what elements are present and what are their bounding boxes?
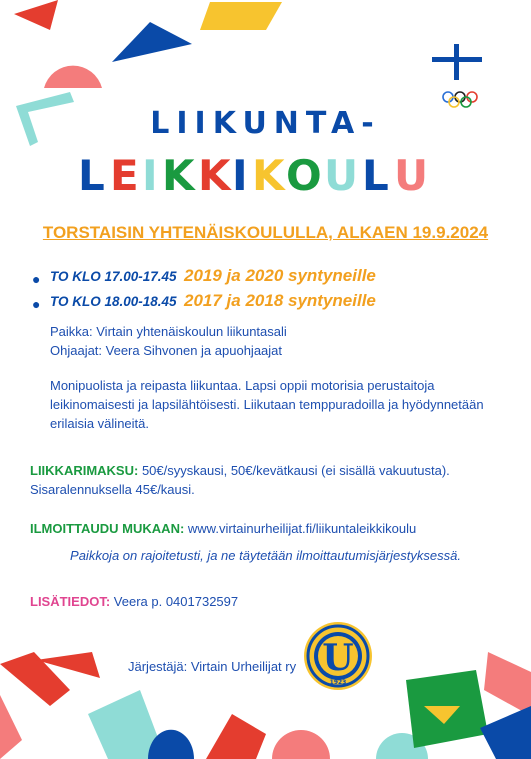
session-item xyxy=(30,291,376,316)
session-list xyxy=(30,266,376,316)
top-blue-triangle xyxy=(112,22,192,62)
info-text: Veera p. 0401732597 xyxy=(110,594,239,609)
title2-letter-E: E xyxy=(110,151,139,200)
bottom-right-blue-triangle xyxy=(480,706,531,759)
bottom-right-pink-triangle xyxy=(484,652,531,716)
club-logo xyxy=(304,622,372,690)
title2-letter-L2: L xyxy=(362,151,389,200)
description xyxy=(50,376,484,433)
session-years: 2019 ja 2020 syntyneille xyxy=(184,266,376,285)
bottom-left-pink-shape xyxy=(0,695,22,759)
top-left-pink-semicircle xyxy=(44,66,102,88)
club-logo-year: 1923 xyxy=(329,679,347,686)
place-text: Paikka: Virtain yhtenäiskoulun liikuntasali xyxy=(50,324,287,339)
title2-text: LEIKKIKOULU xyxy=(78,137,183,154)
description-line: Monipuolista ja reipasta liikuntaa. Lapsi oppii motorisia perustaitoja xyxy=(50,378,435,393)
info-section xyxy=(30,592,238,611)
info-label: LISÄTIEDOT: xyxy=(30,594,111,609)
signup-section xyxy=(30,519,416,538)
title2-letter-K3: K xyxy=(252,151,285,200)
title2-letter-U2: U xyxy=(394,151,429,200)
bullet-icon: ● xyxy=(32,271,41,287)
title2-letter-K2: K xyxy=(198,151,231,200)
title2-letter-O: O xyxy=(286,151,322,200)
title2-letter-K1: K xyxy=(162,151,195,200)
title2-letter-U: U xyxy=(324,151,359,200)
bullet-icon: ● xyxy=(32,296,41,312)
title2-letter-I2: I xyxy=(232,151,248,200)
fee-section xyxy=(30,461,450,499)
description-line: leikinomaisesti ja lapsilähtöisesti. Liikutaan temppuradoilla ja hyödynnetään xyxy=(50,397,484,412)
fee-text: 50€/syyskausi, 50€/kevätkausi (ei sisällä vakuutusta). xyxy=(138,463,450,478)
title2-letter-I: I xyxy=(142,151,158,200)
top-left-red-triangle xyxy=(14,0,58,30)
fee-sibling-discount: Sisaralennuksella 45€/kausi. xyxy=(30,482,195,497)
session-years: 2017 ja 2018 syntyneille xyxy=(184,291,376,310)
session-time: TO KLO 18.00-18.45 xyxy=(50,294,177,309)
title2-letter-L: L xyxy=(78,151,105,200)
instructors-text: Ohjaajat: Veera Sihvonen ja apuohjaajat xyxy=(50,343,283,358)
club-logo-letter: U xyxy=(322,637,354,679)
bottom-red-square xyxy=(206,714,266,759)
title-line-1: LIIKUNTA- xyxy=(150,106,381,141)
session-item xyxy=(30,266,376,291)
limited-places-note: Paikkoja on rajoitetusti, ja ne täytetään ilmoittautumisjärjestyksessä. xyxy=(70,548,461,563)
signup-label: ILMOITTAUDU MUKAAN: xyxy=(30,521,185,536)
top-yellow-parallelogram xyxy=(200,2,282,30)
schedule-subtitle: TORSTAISIN YHTENÄISKOULULLA, ALKAEN 19.9.2024 xyxy=(42,223,489,242)
signup-link[interactable]: www.virtainurheilijat.fi/liikuntaleikkikoulu xyxy=(184,521,417,536)
bottom-pink-semicircle xyxy=(272,730,330,759)
olympic-committee-logo xyxy=(432,44,482,107)
session-time: TO KLO 17.00-17.45 xyxy=(50,269,177,284)
title-line-2 xyxy=(78,137,478,200)
organizer-text: Järjestäjä: Virtain Urheilijat ry xyxy=(128,659,297,674)
fee-label: LIIKKARIMAKSU: xyxy=(30,463,139,478)
description-line: erilaisia välineitä. xyxy=(50,416,149,431)
